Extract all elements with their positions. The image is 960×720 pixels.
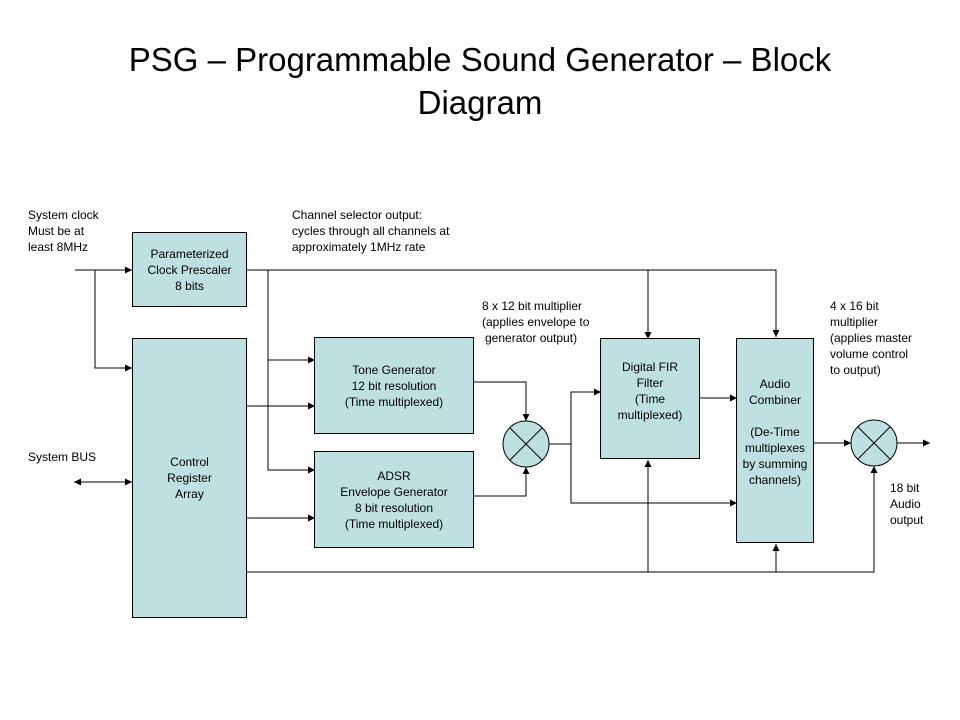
- block-label: Clock Prescaler: [147, 262, 232, 277]
- title-line-1: PSG – Programmable Sound Generator – Block: [128, 41, 832, 78]
- block-label: 12 bit resolution: [351, 378, 437, 393]
- adsr-to-multiplier-wire: [473, 467, 526, 496]
- note-line: least 8MHz: [28, 240, 89, 254]
- multiplier-x-circle-icon: [851, 420, 897, 466]
- note-line: cycles through all channels at: [292, 224, 450, 238]
- block-label: 8 bits: [175, 278, 204, 293]
- block-label: Register: [167, 471, 212, 485]
- note-line: 18 bit: [890, 481, 920, 495]
- note-line: to output): [830, 363, 881, 377]
- block-label: Envelope Generator: [340, 484, 448, 499]
- tone-to-multiplier-wire: [473, 382, 526, 421]
- block-label: Digital FIR: [621, 360, 678, 374]
- note-line: System clock: [28, 208, 99, 222]
- note-line: approximately 1MHz rate: [292, 240, 426, 254]
- block-label: Combiner: [748, 393, 802, 407]
- note-line: output: [890, 513, 924, 527]
- adsr-envelope-generator-block: [314, 451, 474, 548]
- block-label: channels): [748, 473, 802, 487]
- block-label: by summing: [742, 457, 808, 471]
- audio-combiner-block: [736, 338, 814, 543]
- block-label: (Time: [634, 392, 666, 406]
- note-line: Channel selector output:: [292, 208, 423, 222]
- clock-prescaler-block: [132, 232, 247, 307]
- selector-drop-wire: [268, 270, 315, 470]
- note-line: 4 x 16 bit: [830, 299, 879, 313]
- multiplier-x-circle-icon: [503, 421, 549, 467]
- block-label: Parameterized: [150, 246, 229, 261]
- block-label: (De-Time: [750, 425, 800, 439]
- multiplier-4x16-note: [830, 298, 912, 378]
- note-line: Must be at: [28, 224, 85, 238]
- channel-selector-note: [292, 207, 449, 255]
- block-label: Tone Generator: [352, 362, 436, 377]
- tone-generator-block: [314, 337, 474, 434]
- note-line: (applies envelope to: [482, 315, 590, 329]
- block-label: (Time multiplexed): [344, 394, 444, 409]
- block-label: multiplexes: [744, 441, 806, 455]
- block-label: Audio: [759, 377, 791, 391]
- block-label: multiplexed): [617, 408, 683, 422]
- audio-output-note: [890, 480, 923, 528]
- system-bus-note: [28, 449, 96, 465]
- block-label: Control: [170, 455, 209, 469]
- digital-fir-filter-block: [600, 338, 700, 459]
- note-line: 8 x 12 bit multiplier: [482, 299, 583, 313]
- note-line: generator output): [485, 331, 578, 345]
- block-label: Array: [175, 487, 204, 501]
- system-clock-note: [28, 207, 99, 255]
- multiplier-to-fir-wire: [549, 392, 601, 444]
- title-line-2: Diagram: [417, 84, 543, 121]
- clock-to-control-wire: [95, 270, 132, 368]
- block-label: Filter: [636, 376, 664, 390]
- note-line: volume control: [830, 347, 909, 361]
- block-label: 8 bit resolution: [354, 500, 434, 515]
- note-line: System BUS: [28, 450, 97, 464]
- note-line: multiplier: [830, 315, 879, 329]
- block-label: ADSR: [377, 468, 411, 483]
- control-register-array-block: [132, 338, 247, 618]
- note-line: (applies master: [830, 331, 913, 345]
- note-line: Audio: [890, 497, 921, 511]
- block-label: (Time multiplexed): [344, 516, 444, 531]
- multiplier-8x12-note: [482, 298, 589, 346]
